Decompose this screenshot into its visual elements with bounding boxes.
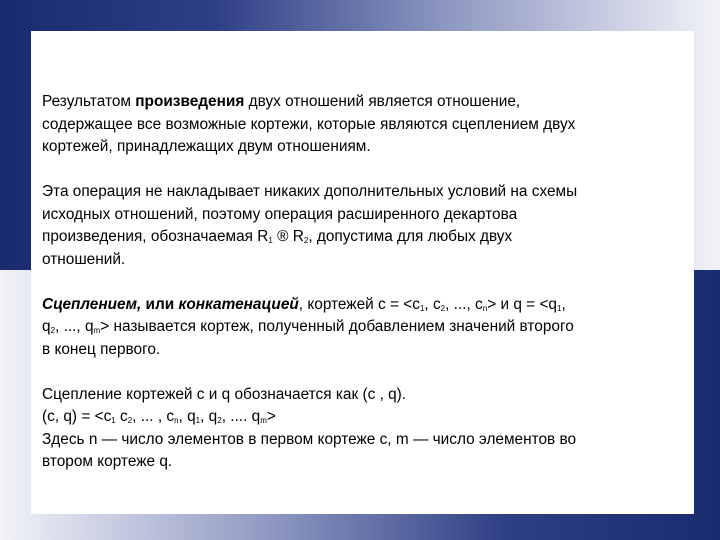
subscript: 2 [217,416,222,425]
text-run: (с, q) = <c [42,408,112,425]
text-run: произведения, обозначаемая R [42,228,269,245]
subscript: 1 [268,236,273,245]
text-run: , q [200,408,218,425]
paragraph-no-conditions [42,181,682,271]
text-line: в конец первого. [42,340,161,358]
text-line: содержащее все возможные кортежи, которые являются сцеплением двух [42,115,576,133]
text-run: , ..., с [445,295,483,313]
text-line [42,91,682,114]
text-line [42,226,682,249]
text-run: > [266,408,276,425]
subscript: m [93,326,101,335]
subscript: 2 [303,236,309,245]
text-line [42,316,682,339]
text-line: Сцепление кортежей с и q обозначается как (с , q). [42,385,407,403]
subscript: 1 [111,416,116,425]
text-run: , ... , с [132,408,175,425]
subscript: 2 [127,416,133,425]
subscript: 2 [50,326,56,335]
text-run: , с [424,295,441,313]
text-line [42,294,682,317]
text-run: ® R [272,228,304,245]
text-run: Результатом [42,93,136,110]
text-line: втором кортеже q. [42,453,173,470]
paragraph-concatenation-definition [42,294,682,362]
text-run: , q [178,408,196,425]
text-run: > называется кортеж, полученный добавлением значений второго [100,318,574,335]
text-run: , ..., q [55,318,94,335]
subscript: m [260,416,267,425]
text-run: двух отношений является отношение, [244,93,521,110]
bold-term-product: произведения [135,93,245,110]
subscript: 1 [557,303,562,313]
bold-italic-term-concatenation: Сцеплением, [42,295,142,313]
text-run: , [561,295,566,313]
subscript: n [482,303,488,313]
text-line: отношений. [42,250,126,268]
text-line: исходных отношений, поэтому операция расширенного декартова [42,205,518,223]
text-line: кортежей, принадлежащих двум отношениям. [42,138,371,155]
slide-text [42,91,682,474]
text-line: Эта операция не накладывает никаких дополнительных условий на схемы [42,183,578,200]
text-run: , .... q [221,408,261,425]
text-run: с [115,408,128,425]
slide-panel [31,31,694,514]
paragraph-notation [42,384,682,474]
bold-term-or: или [141,295,179,313]
text-run: , допустима для любых двух [308,228,513,245]
subscript: 1 [419,303,425,313]
text-line: Здесь n — число элементов в первом кортеже с, m — число элементов во [42,430,577,448]
text-run: > и q = <q [487,295,557,313]
subscript: 1 [195,416,201,425]
subscript: n [174,416,179,425]
subscript: 2 [440,303,446,313]
text-line [42,406,682,429]
text-run: q [42,318,51,335]
text-run: , кортежей с = <c [298,295,420,313]
paragraph-product-definition [42,91,682,159]
bold-italic-term-concatenation-alt: конкатенацией [178,295,299,313]
